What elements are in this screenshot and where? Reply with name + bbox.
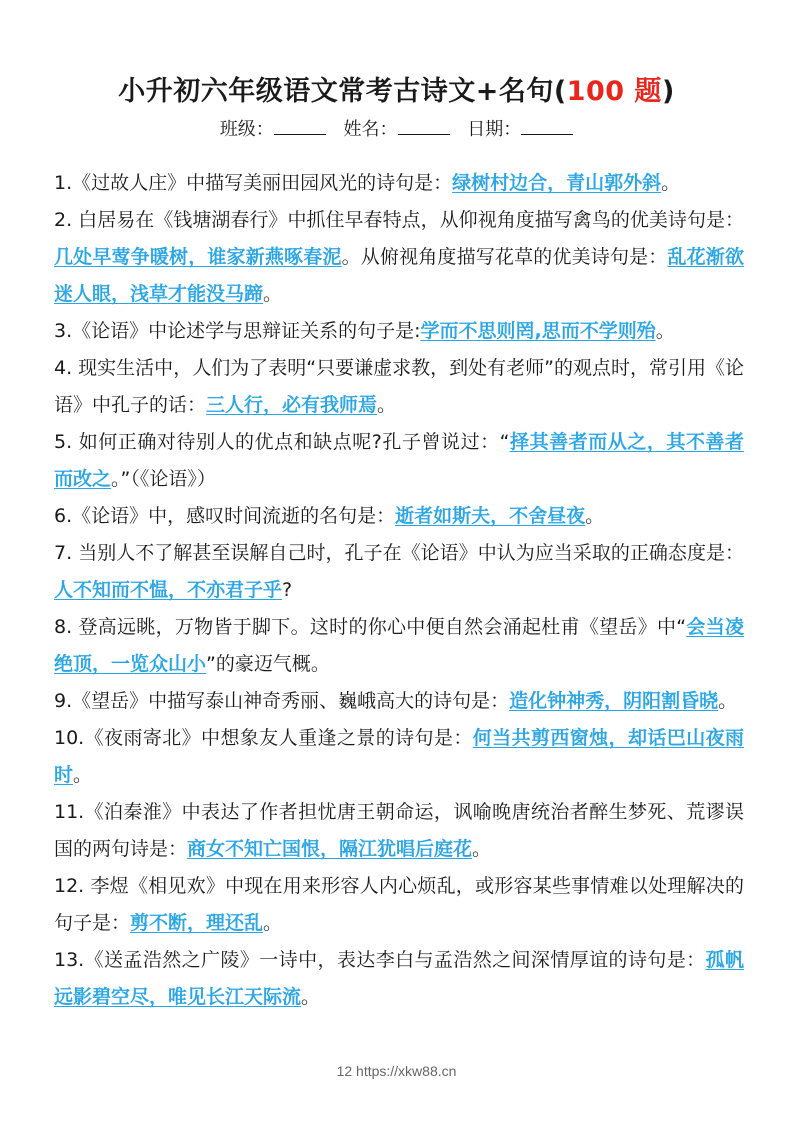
title-count: 100 题 <box>566 76 662 107</box>
question-tail: 。 <box>73 764 93 786</box>
answer-text: 绿树村边合，青山郭外斜 <box>452 172 662 194</box>
question-text: 6.《论语》中，感叹时间流逝的名句是： <box>54 505 396 527</box>
question-text: 。从俯视角度描写花草的优美诗句是： <box>341 246 668 268</box>
question-item <box>54 683 744 720</box>
question-text: 13.《送孟浩然之广陵》一诗中，表达李白与孟浩然之间深情厚谊的诗句是： <box>54 949 706 971</box>
student-info-line <box>0 116 793 144</box>
page-title <box>0 72 793 112</box>
answer-text: 会当凌绝顶，一览众山小 <box>54 616 744 675</box>
answer-text: 孤帆远影碧空尽，唯见长江天际流 <box>54 949 744 1008</box>
question-item <box>54 942 744 1016</box>
question-text: 9.《望岳》中描写泰山神奇秀丽、巍峨高大的诗句是： <box>54 690 510 712</box>
question-tail: 。 <box>377 394 397 416</box>
question-text: 12. 李煜《相见欢》中现在用来形容人内心烦乱，或形容某些事情难以处理解决的句子是： <box>54 875 744 934</box>
question-item <box>54 350 744 424</box>
answer-text: 学而不思则罔,思而不学则殆 <box>420 320 656 342</box>
answer-text: 造化钟神秀，阴阳割昏晓 <box>509 690 719 712</box>
question-tail: 。 <box>655 320 675 342</box>
page-footer: 12 https://xkw88.cn <box>336 1063 457 1079</box>
title-close: ) <box>661 76 675 107</box>
answer-text: 商女不知亡国恨，隔江犹唱后庭花 <box>187 838 473 860</box>
question-tail: 。 <box>661 172 681 194</box>
question-tail: ? <box>282 579 293 601</box>
question-tail: 。 <box>301 986 321 1008</box>
question-text: 4. 现实生活中，人们为了表明“只要谦虚求教，到处有老师”的观点时，常引用《论语》中孔子的话： <box>54 357 744 416</box>
question-text: 10.《夜雨寄北》中想象友人重逢之景的诗句是： <box>54 727 473 749</box>
answer-text: 乱花渐欲迷人眼，浅草才能没马蹄 <box>54 246 744 305</box>
class-label: 班级： <box>219 119 274 140</box>
question-text: 1.《过故人庄》中描写美丽田园风光的诗句是： <box>54 172 453 194</box>
question-item <box>54 794 744 868</box>
question-item <box>54 535 744 609</box>
answer-text: 剪不断，理还乱 <box>130 912 264 934</box>
question-list <box>54 165 744 1016</box>
question-text: 11.《泊秦淮》中表达了作者担忧唐王朝命运，讽喻晚唐统治者醉生梦死、荒谬误国的两句诗是： <box>54 801 744 860</box>
question-text: 2. 白居易在《钱塘湖春行》中抓住早春特点，从仰视角度描写禽鸟的优美诗句是： <box>54 209 744 231</box>
question-text: 8. 登高远眺，万物皆于脚下。这时的你心中便自然会涌起杜甫《望岳》中“ <box>54 616 687 638</box>
title-main: 小升初六年级语文常考古诗文+名句( <box>118 76 567 107</box>
question-tail: ”的豪迈气概。 <box>206 653 330 675</box>
question-text: 7. 当别人不了解甚至误解自己时，孔子在《论语》中认为应当采取的正确态度是： <box>54 542 744 564</box>
answer-text: 人不知而不愠，不亦君子乎 <box>54 579 283 601</box>
question-item <box>54 313 744 350</box>
name-blank[interactable] <box>398 116 450 135</box>
answer-text: 三人行，必有我师焉 <box>206 394 378 416</box>
question-item <box>54 498 744 535</box>
question-item <box>54 202 744 313</box>
answer-text: 择其善者而从之，其不善者而改之 <box>54 431 744 490</box>
question-item <box>54 720 744 794</box>
question-tail: 。 <box>585 505 605 527</box>
question-item <box>54 868 744 942</box>
class-blank[interactable] <box>274 116 326 135</box>
answer-text: 逝者如斯夫，不舍昼夜 <box>395 505 586 527</box>
question-tail: 。”（《论语》） <box>111 468 216 490</box>
name-label: 姓名： <box>343 119 398 140</box>
question-tail: 。 <box>472 838 492 860</box>
answer-text: 几处早莺争暖树，谁家新燕啄春泥 <box>54 246 342 268</box>
question-tail: 。 <box>263 912 283 934</box>
question-text: 5. 如何正确对待别人的优点和缺点呢?孔子曾说过：“ <box>54 431 510 453</box>
question-item <box>54 165 744 202</box>
date-blank[interactable] <box>521 116 573 135</box>
question-text: 3.《论语》中论述学与思辩证关系的句子是: <box>54 320 421 342</box>
question-tail: 。 <box>263 283 283 305</box>
question-item <box>54 609 744 683</box>
question-item <box>54 424 744 498</box>
answer-text: 何当共剪西窗烛，却话巴山夜雨时 <box>54 727 744 786</box>
date-label: 日期： <box>467 119 522 140</box>
question-tail: 。 <box>718 690 738 712</box>
